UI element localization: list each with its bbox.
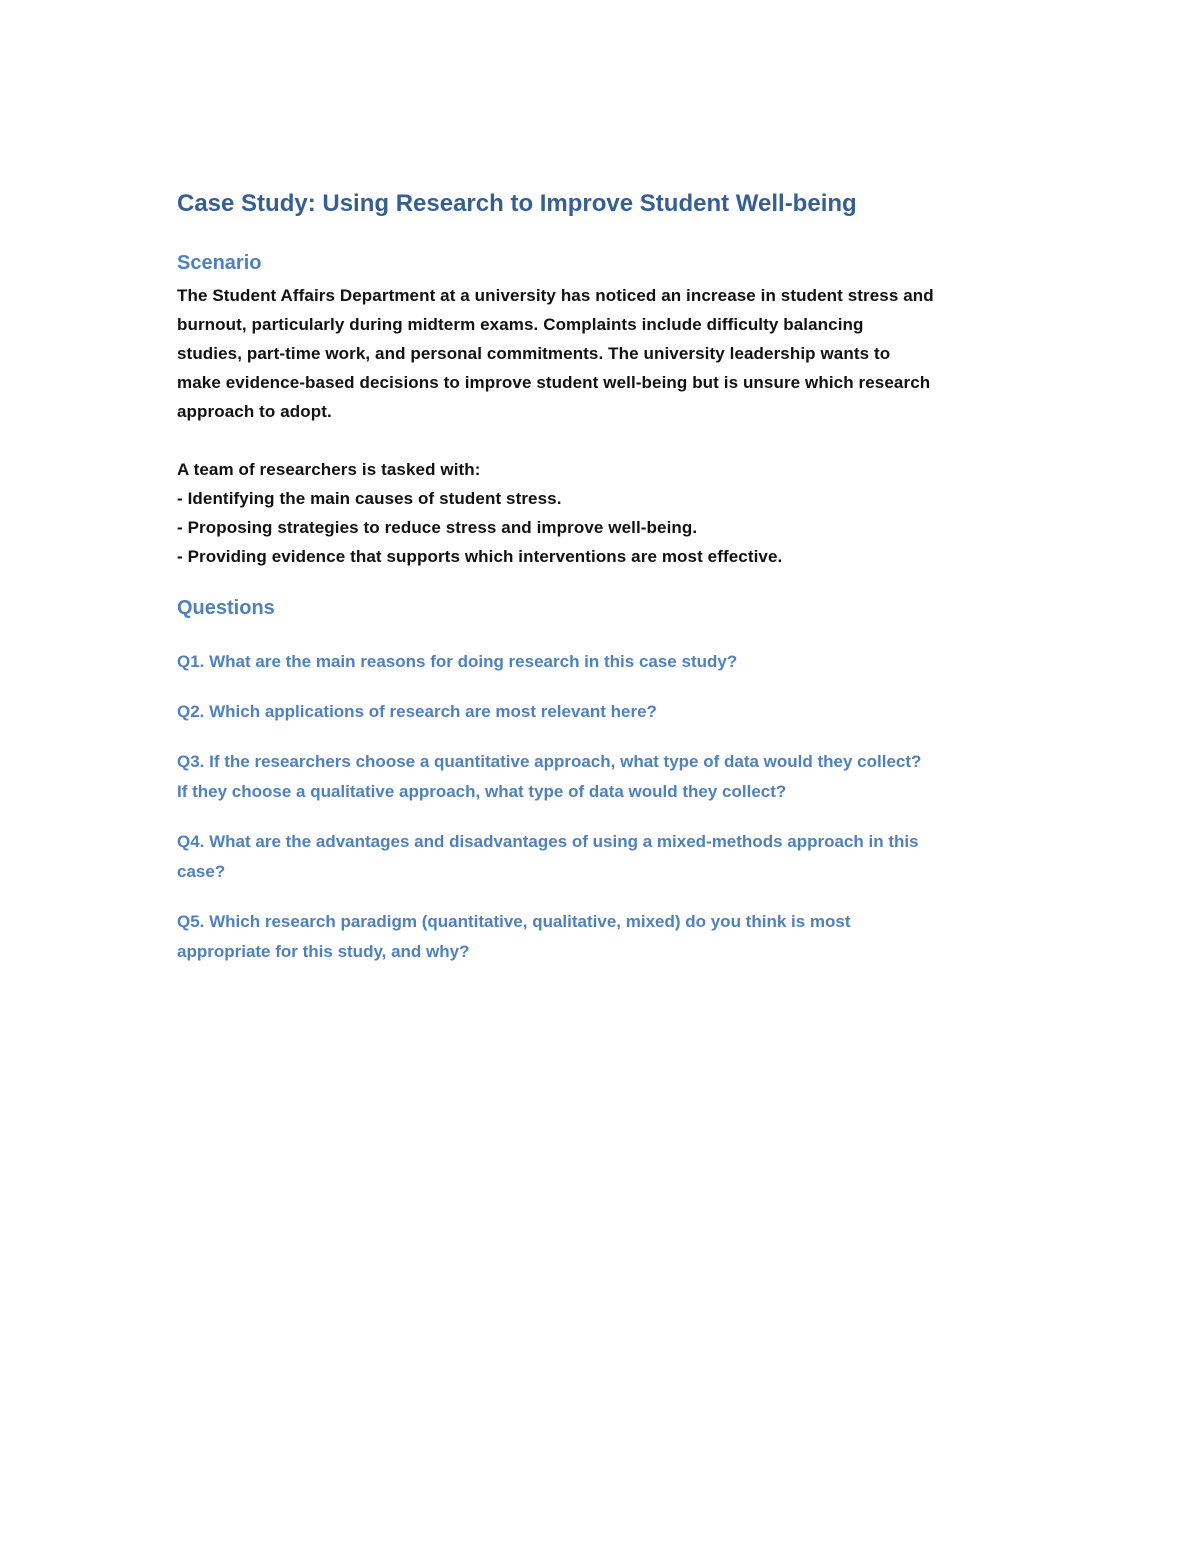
document-title: Case Study: Using Research to Improve Student Well-being — [177, 190, 857, 217]
scenario-line-2: burnout, particularly during midterm exams. Complaints include difficulty balancing — [177, 315, 864, 334]
question-3-line-1: Q3. If the researchers choose a quantitative approach, what type of data would they collect? — [177, 752, 922, 771]
question-5-line-2: appropriate for this study, and why? — [177, 942, 470, 961]
scenario-line-5: approach to adopt. — [177, 402, 332, 421]
scenario-line-1: The Student Affairs Department at a university has noticed an increase in student stress and — [177, 286, 934, 305]
task-item-2: - Proposing strategies to reduce stress and improve well-being. — [177, 518, 698, 537]
task-item-1: - Identifying the main causes of student stress. — [177, 489, 562, 508]
question-4-line-2: case? — [177, 862, 226, 881]
scenario-line-3: studies, part-time work, and personal commitments. The university leadership wants to — [177, 344, 891, 363]
questions-heading: Questions — [177, 597, 275, 619]
question-3-line-2: If they choose a qualitative approach, what type of data would they collect? — [177, 782, 787, 801]
scenario-line-4: make evidence-based decisions to improve student well-being but is unsure which research — [177, 373, 931, 392]
task-item-3: - Providing evidence that supports which interventions are most effective. — [177, 547, 783, 566]
question-2: Q2. Which applications of research are most relevant here? — [177, 702, 657, 721]
question-1: Q1. What are the main reasons for doing research in this case study? — [177, 652, 738, 671]
question-4-line-1: Q4. What are the advantages and disadvantages of using a mixed-methods approach in this — [177, 832, 919, 851]
question-5-line-1: Q5. Which research paradigm (quantitative, qualitative, mixed) do you think is most — [177, 912, 851, 931]
task-intro: A team of researchers is tasked with: — [177, 460, 481, 479]
scenario-heading: Scenario — [177, 252, 262, 274]
